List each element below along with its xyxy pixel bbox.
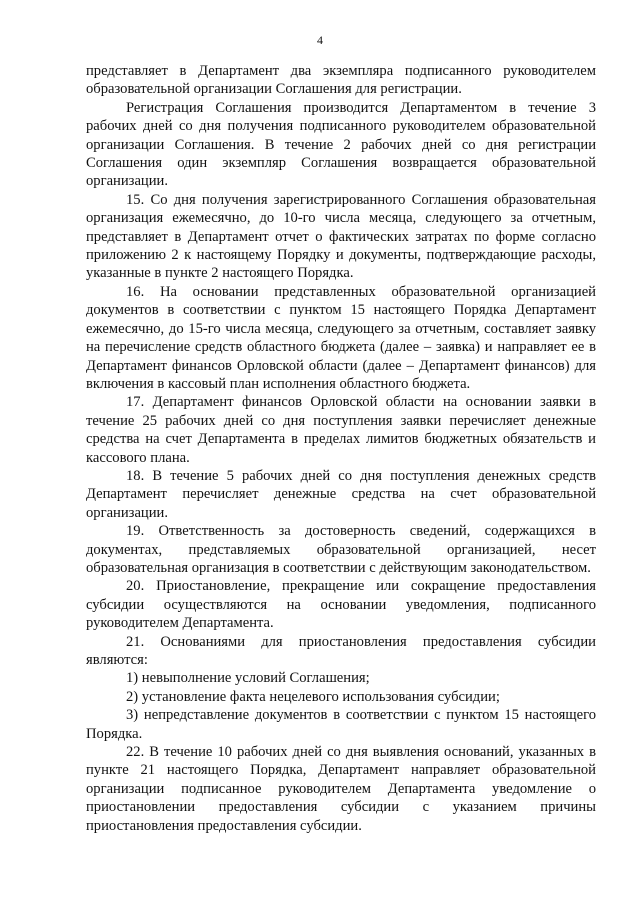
paragraph-registration: Регистрация Соглашения производится Департаментом в течение 3 рабочих дней со дня получения подписанного руководителем образовательной организации Соглашения. В течение 2 рабочих дней со дня регистрации Соглашения один экземпляр Соглашения возвращается образовательной организации. [86,99,596,190]
paragraph-19: 19. Ответственность за достоверность сведений, содержащихся в документах, представляемых образовательной организацией, несет образовательная организация в соответствии с действующим законодательством. [86,523,596,576]
paragraph-22: 22. В течение 10 рабочих дней со дня выявления оснований, указанных в пункте 21 настоящего Порядка, Департамент направляет образовательной организации подписанное руководителем Департамента уведомление о приостановлении предоставления субсидии с указанием причины приостановления предоставления субсидии. [86,744,596,834]
paragraph-15: 15. Со дня получения зарегистрированного Соглашения образовательная организация ежемесячно, до 10-го числа месяца, следующего за отчетным, представляет в Департамент отчет о фактических затратах по форме согласно приложению 2 к настоящему Порядку и документы, подтверждающие расходы, указанные в пункте 2 настоящего Порядка. [86,191,596,282]
page-number: 4 [317,33,323,47]
list-item-3: 3) непредставление документов в соответствии с пунктом 15 настоящего Порядка. [86,707,596,742]
paragraph-17: 17. Департамент финансов Орловской области на основании заявки в течение 25 рабочих дней со дня поступления заявки перечисляет денежные средства на счет Департамента в пределах лимитов бюджетных обязательств и кассового плана. [86,394,596,466]
list-item-1: 1) невыполнение условий Соглашения; [126,670,370,687]
document-body [86,62,596,835]
paragraph-21: 21. Основаниями для приостановления предоставления субсидии являются: [86,633,596,668]
paragraph-continuation: представляет в Департамент два экземпляра подписанного руководителем образовательной организации Соглашения для регистрации. [86,63,596,98]
list-item-2: 2) установление факта нецелевого использования субсидии; [126,688,500,705]
paragraph-20: 20. Приостановление, прекращение или сокращение предоставления субсидии осуществляются на основании уведомления, подписанного руководителем Департамента. [86,578,596,632]
paragraph-16: 16. На основании представленных образовательной организацией документов в соответствии с пунктом 15 настоящего Порядка Департамент ежемесячно, до 15-го числа месяца, следующего за отчетным, составляет заявку на перечисление средств областного бюджета (далее – заявка) и направляет ее в Департамент финансов Орловской области (далее – Департамент финансов) для включения в кассовый план исполнения областного бюджета. [86,283,596,392]
paragraph-18: 18. В течение 5 рабочих дней со дня поступления денежных средств Департамент перечисляет денежные средства на счет образовательной организации. [86,467,596,521]
